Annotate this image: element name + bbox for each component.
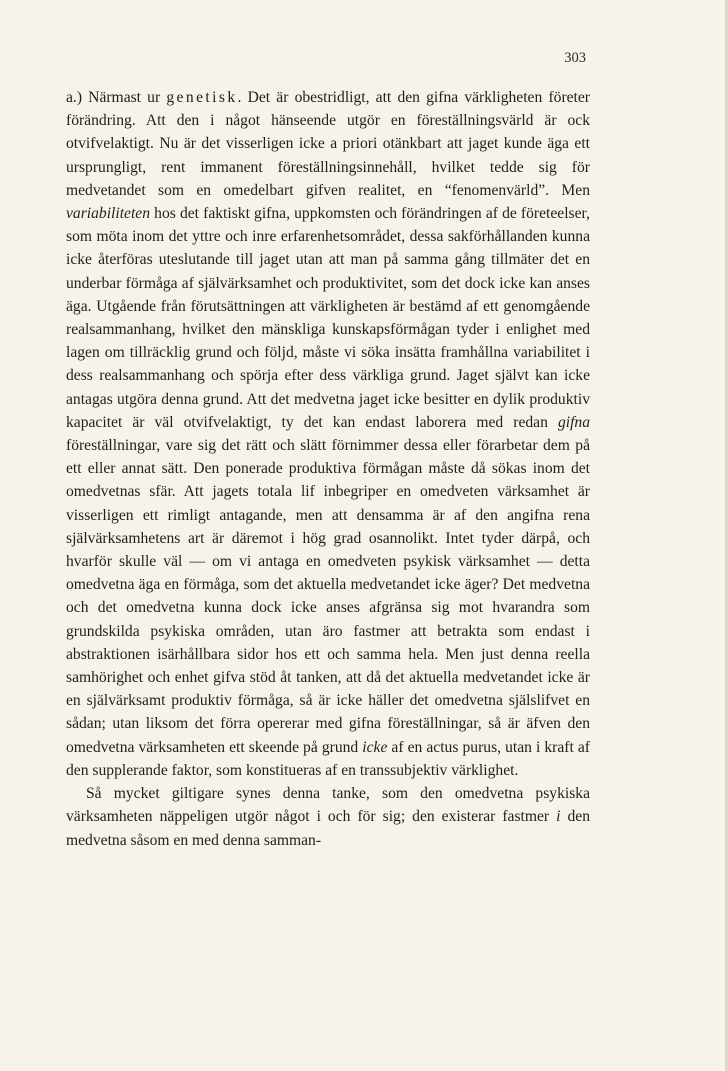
text-segment: hos det faktiskt gifna, uppkomsten och förändringen af de företeelser, som möta inom det yttre och inre erfarenhetsområdet, dessa sakförhållanden kunna icke återföras uteslutande till jaget utan att man på samma gång tillmäter det en underbar förmåga af självärksamhet och produktivitet, som det dock icke kan anses äga. Utgående från förutsättningen att värkligheten är bestämd af ett genomgående realsammanhang, hvilket den mänskliga kunskapsförmågan tyder i enlighet med lagen om tillräcklig grund och följd, måste vi söka insätta framhållna variabilitet i dess realsammanhang och spörja efter dess värkliga grund. Jaget självt kan icke antagas utgöra denna grund. Att det medvetna jaget icke besitter en dylik produktiv kapacitet är väl otvifvelaktigt, ty det kan endast laborera med redan <box>66 205 590 431</box>
text-segment: a.) Närmast ur <box>66 89 167 106</box>
body-text <box>66 86 590 852</box>
paragraph-1 <box>66 86 590 782</box>
text-segment: den medvetna såsom en med denna samman- <box>66 808 591 849</box>
italic-term: gifna <box>557 413 590 431</box>
text-segment: af en actus purus, utan i kraft af den supplerande faktor, som konstitueras af en transsubjektiv värklighet. <box>66 738 590 779</box>
paragraph-2 <box>66 782 590 852</box>
emphasized-term: genetisk <box>166 89 238 106</box>
italic-term: icke <box>362 738 388 756</box>
italic-term: i <box>556 808 561 826</box>
page-number: 303 <box>564 50 586 66</box>
italic-term: variabiliteten <box>66 205 151 223</box>
text-segment: . Det är obestridligt, att den gifna värkligheten företer förändring. Att den i något hänseende utgör en föreställningsvärld är ock otvifvelaktigt. Nu är det visserligen icke a priori otänkbart att jaget kunde äga ett ursprungligt, rent immanent föreställningsinnehåll, hvilket tedde sig för medvetandet som en omedelbart gifven realitet, en “fenomenvärld”. Men <box>66 89 591 199</box>
text-segment: föreställningar, vare sig det rätt och slätt förnimmer dessa eller förarbetar dem på ett eller annat sätt. Den ponerade produktiva förmågan måste då sökas inom det omedvetnas sfär. Att jagets totala lif inbegriper en omedveten värksamhet är visserligen ett rimligt antagande, men att densamma är af den angifna rena självärksamhetens art är däremot i hög grad osannolikt. Intet tyder därpå, och hvarför skulle väl — om vi antaga en omedveten psykisk värksamhet — detta omedvetna äga en förmåga, som det aktuella medvetandet icke äger? Det medvetna och det omedvetna kunna dock icke anses afgränsa sig mot hvarandra som grundskilda psykiska områden, utan äro fastmer att betrakta som endast i abstraktionen isärhållbara sidor hos ett och samma hela. Men just denna reella samhörighet och enhet gifva stöd åt tanken, att då det aktuella medvetandet icke är en självärksamt produktiv förmåga, så är icke häller det omedvetna själslifvet en sådan; utan liksom det förra opererar med gifna föreställningar, så är äfven den omedvetna värksamheten ett skeende på grund <box>66 437 590 756</box>
text-segment: Så mycket giltigare synes denna tanke, som den omedvetna psykiska värksamheten näppeligen utgör något i och för sig; den existerar fastmer <box>66 785 590 826</box>
